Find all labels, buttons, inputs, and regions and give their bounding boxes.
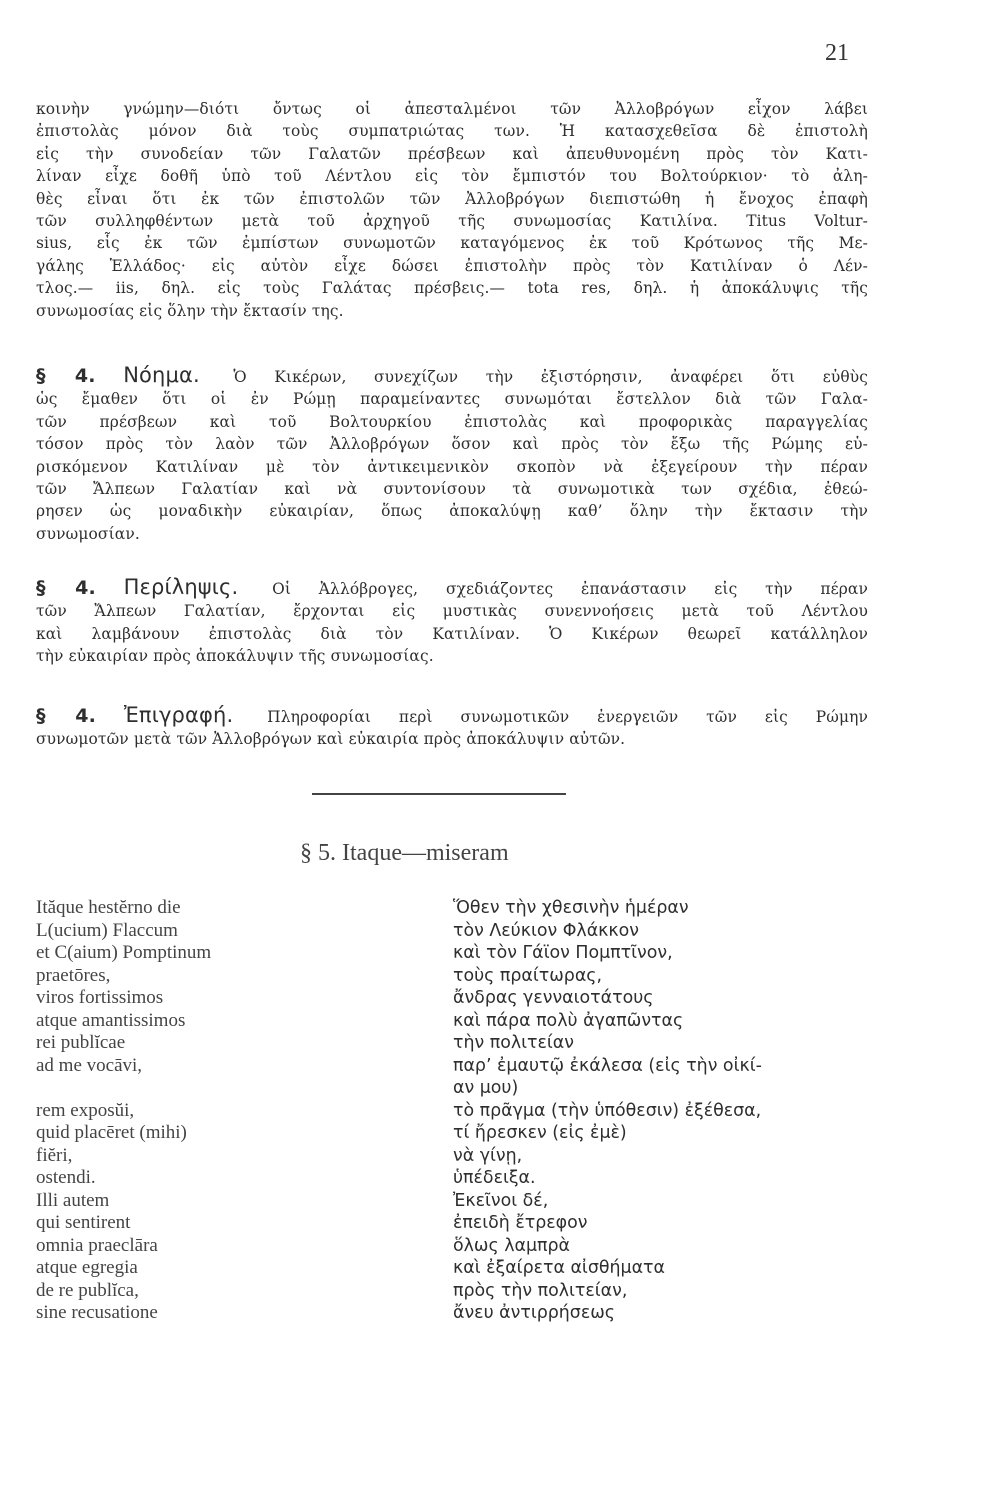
greek-line: τὴν πολιτείαν <box>453 1033 574 1053</box>
latin-line: ad me vocāvi, <box>36 1054 143 1076</box>
greek-line: τί ἤρεσκεν (εἰς ἐμὲ) <box>453 1123 627 1143</box>
greek-line: νὰ γίνῃ, <box>453 1145 523 1166</box>
latin-line: qui sentirent <box>36 1212 131 1233</box>
greek-translation-column <box>453 897 893 1325</box>
section-number: § 4. <box>36 365 96 387</box>
section-heading: Ἐπιγραφή. <box>123 703 234 727</box>
greek-line: ὑπέδειξα. <box>453 1168 536 1188</box>
text-line: ἐπιστολὰς μόνον διὰ τοὺς συμπατριώτας των. Ἡ κατασχεθεῖσα δὲ ἐπιστολὴ <box>36 122 868 141</box>
perilipsis-section <box>36 576 868 668</box>
latin-line: rei publĭcae <box>36 1032 126 1053</box>
latin-line: praetōres, <box>36 964 111 986</box>
section-number: § 4. <box>36 705 96 727</box>
text-line: θὲς εἶναι ὅτι ἐκ τῶν ἐπιστολῶν τῶν Ἀλλοβρόγων διεπιστώθη ἡ ἔνοχος ἐπαφὴ <box>36 189 868 208</box>
greek-line: καὶ πάρα πολὺ ἀγαπῶντας <box>453 1010 684 1031</box>
text-line: συνωμοσίαν. <box>36 524 140 543</box>
text-line: τῶν Ἄλπεων Γαλατίαν, ἔρχονται εἰς μυστικὰς συνεννοήσεις μετὰ τοῦ Λέντλου <box>36 602 868 621</box>
text-line: sius, εἷς ἐκ τῶν ἐμπίστων συνωμοτῶν καταγόμενος ἐκ τοῦ Κρότωνος τῆς Με- <box>36 234 868 253</box>
latin-line: L(ucium) Flaccum <box>36 919 178 941</box>
latin-line: fiĕri, <box>36 1144 73 1166</box>
text-line <box>36 364 868 388</box>
latin-line: ostendi. <box>36 1167 96 1188</box>
text-line <box>36 576 868 600</box>
section-divider <box>312 793 566 795</box>
section-heading: Νόημα. <box>123 363 200 387</box>
greek-line: καὶ τὸν Γάϊον Πομπτῖνον, <box>453 943 673 963</box>
greek-line: καὶ ἐξαίρετα αἰσθήματα <box>453 1258 665 1278</box>
text-line: ὡς ἔμαθεν ὅτι οἱ ἐν Ρώμῃ παραμείναντες συνωμόται ἔστελλον διὰ τῶν Γαλα- <box>36 390 868 409</box>
greek-line: τὸ πρᾶγμα (τὴν ὑπόθεσιν) ἐξέθεσα, <box>453 1100 762 1121</box>
latin-line: de re publĭca, <box>36 1279 139 1301</box>
text-line: τῶν πρέσβεων καὶ τοῦ Βολτουρκίου ἐπιστολὰς καὶ προφορικὰς παραγγελίας <box>36 412 868 431</box>
text-line: συνωμοσίας εἰς ὅλην τὴν ἔκτασίν της. <box>36 301 344 320</box>
greek-line: ὅλως λαμπρὰ <box>453 1235 571 1256</box>
latin-line: atque egregia <box>36 1257 138 1278</box>
text-line: ρισκόμενον Κατιλίναν μὲ τὸν ἀντικειμενικὸν σκοπὸν νὰ ἐξεγείρουν τὴν πέραν <box>36 457 868 476</box>
greek-line: τοὺς πραίτωρας, <box>453 965 603 986</box>
text-line: τόσον πρὸς τὸν λαὸν τῶν Ἀλλοβρόγων ὅσον καὶ πρὸς τὸν ἔξω τῆς Ρώμης εὑ- <box>36 435 868 454</box>
latin-line: quid placēret (mihi) <box>36 1122 187 1143</box>
latin-line: et C(aium) Pomptinum <box>36 942 212 963</box>
text-line: καὶ λαμβάνουν ἐπιστολὰς διὰ τὸν Κατιλίναν. Ὁ Κικέρων θεωρεῖ κατάλληλον <box>36 624 868 643</box>
text-line: κοινὴν γνώμην—διότι ὄντως οἱ ἀπεσταλμένοι τῶν Ἀλλοβρόγων εἶχον λάβει <box>36 100 868 118</box>
text-line: τὴν εὐκαιρίαν πρὸς ἀποκάλυψιν τῆς συνωμοσίας. <box>36 647 434 666</box>
greek-line: Ὅθεν τὴν χθεσινὴν ἡμέραν <box>453 898 689 918</box>
greek-line: τὸν Λεύκιον Φλάκκον <box>453 920 640 941</box>
greek-line: ἄνευ ἀντιρρήσεως <box>453 1303 615 1323</box>
section-number: § 4. <box>36 577 96 599</box>
section-heading: Περίληψις. <box>123 575 239 599</box>
latin-line: sine recusatione <box>36 1302 158 1323</box>
text-line: ρησεν ὡς μοναδικὴν εὐκαιρίαν, ὅπως ἀποκαλύψῃ καθ’ ὅλην τὴν ἔκτασιν τὴν <box>36 502 868 521</box>
text-line: τῶν Ἄλπεων Γαλατίαν καὶ νὰ συντονίσουν τὰ συνωμοτικὰ των σχέδια, ἐθεώ- <box>36 480 868 499</box>
epigraphi-section <box>36 704 868 751</box>
text-line: τῶν συλληφθέντων μετὰ τοῦ ἀρχηγοῦ τῆς συνωμοσίας Κατιλίνα. Titus Voltur- <box>36 212 868 231</box>
latin-line: viros fortissimos <box>36 987 164 1008</box>
greek-line: παρ’ ἐμαυτῷ ἐκάλεσα (εἰς τὴν οἰκί- <box>453 1055 762 1076</box>
text-line <box>36 704 868 728</box>
commentary-paragraph <box>36 98 868 322</box>
spacer <box>36 1077 396 1100</box>
text-span: Πληροφορίαι περὶ συνωμοτικῶν ἐνεργειῶν τῶν εἰς Ρώμην <box>267 708 869 726</box>
page-number: 21 <box>825 40 849 66</box>
noima-section <box>36 364 868 545</box>
latin-line: Ităque hestĕrno die <box>36 897 181 918</box>
text-line: τλος.— iis, δηλ. εἰς τοὺς Γαλάτας πρέσβεις.— tota res, δηλ. ἡ ἀποκάλυψις τῆς <box>36 279 868 298</box>
latin-line: atque amantissimos <box>36 1009 186 1031</box>
greek-line: ἄνδρας γενναιοτάτους <box>453 988 654 1008</box>
text-line: γάλης Ἑλλάδος· εἰς αὐτὸν εἶχε δώσει ἐπιστολὴν πρὸς τὸν Κατιλίναν ὁ Λέν- <box>36 256 868 275</box>
latin-line: Illi autem <box>36 1189 110 1211</box>
greek-line: Ἐκεῖνοι δέ, <box>453 1190 549 1211</box>
text-span: Ὁ Κικέρων, συνεχίζων τὴν ἐξιστόρησιν, ἀναφέρει ὅτι εὐθὺς <box>233 368 869 386</box>
greek-line: αν μου) <box>453 1078 519 1098</box>
section-5-title: § 5. Itaque—miseram <box>300 840 509 866</box>
greek-line: πρὸς τὴν πολιτείαν, <box>453 1280 628 1301</box>
latin-line: rem exposŭi, <box>36 1099 135 1121</box>
text-line: λίναν εἶχε δοθῆ ὑπὸ τοῦ Λέντλου εἰς τὸν ἔμπιστόν του Βολτούρκιον· τὸ ἀλη- <box>36 167 868 186</box>
latin-line: omnia praeclāra <box>36 1234 158 1256</box>
text-span: Οἱ Ἀλλόβρογες, σχεδιάζοντες ἐπανάστασιν εἰς τὴν πέραν <box>272 580 868 598</box>
text-line: συνωμοτῶν μετὰ τῶν Ἀλλοβρόγων καὶ εὐκαιρία πρὸς ἀποκάλυψιν αὐτῶν. <box>36 730 626 749</box>
greek-line: ἐπειδὴ ἔτρεφον <box>453 1213 588 1233</box>
text-line: εἰς τὴν συνοδείαν τῶν Γαλατῶν πρέσβεων καὶ ἀπευθυνομένη πρὸς τὸν Κατι- <box>36 144 868 163</box>
latin-column <box>36 897 396 1325</box>
